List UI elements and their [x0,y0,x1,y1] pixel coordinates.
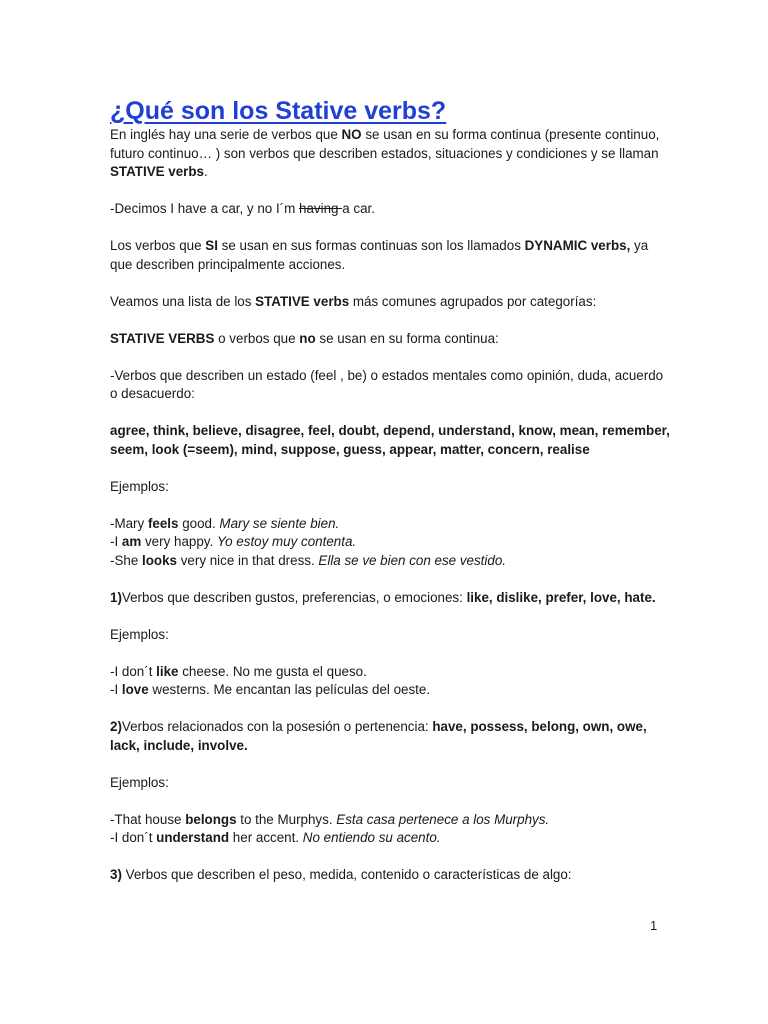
example-line: -I don´t like cheese. No me gusta el queso. [110,663,367,679]
dynamic-verbs-paragraph: Los verbos que SI se usan en sus formas continuas son los llamados DYNAMIC verbs, ya que describen principalmente acciones. [110,238,649,272]
document-body [110,96,670,885]
stative-heading: STATIVE VERBS o verbos que no se usan en su forma continua: [110,330,499,346]
example-line: -I don´t understand her accent. No entiendo su acento. [110,830,441,845]
example-line: -Mary feels good. Mary se siente bien. [110,515,340,531]
examples-label: Ejemplos: [110,626,169,642]
example-line: -That house belongs to the Murphys. Esta casa pertenece a los Murphys. [110,811,550,827]
intro-paragraph: En inglés hay una serie de verbos que NO se usan en su forma continua (presente continuo, futuro continuo… ) son verbos que describen estados, situaciones y condiciones y se llaman STATIVE verbs. [110,127,660,179]
states-verb-list: agree, think, believe, disagree, feel, doubt, depend, understand, know, mean, remember, seem, look (=seem), mind, suppose, guess, appear, matter, concern, realise [110,423,670,457]
example-line: -I love westerns. Me encantan las películas del oeste. [110,682,431,697]
list-intro-paragraph: Veamos una lista de los STATIVE verbs más comunes agrupados por categorías: [110,293,597,309]
category-1-paragraph: 1)Verbos que describen gustos, preferencias, o emociones: like, dislike, prefer, love, hate. [110,589,656,605]
page-number: 1 [650,918,658,933]
category-2-paragraph: 2)Verbos relacionados con la posesión o pertenencia: have, possess, belong, own, owe, lack, include, involve. [110,719,647,753]
example-line: -I am very happy. Yo estoy muy contenta. [110,534,357,549]
have-example-line: -Decimos I have a car, y no I´m having a car. [110,201,375,216]
examples-label: Ejemplos: [110,774,169,790]
page-title: ¿Qué son los Stative verbs? [110,97,447,125]
examples-label: Ejemplos: [110,478,169,494]
states-description: -Verbos que describen un estado (feel , be) o estados mentales como opinión, duda, acuerdo o desacuerdo: [110,367,664,401]
example-line: -She looks very nice in that dress. Ella se ve bien con ese vestido. [110,552,506,568]
category-3-paragraph: 3) Verbos que describen el peso, medida, contenido o características de algo: [110,867,572,882]
